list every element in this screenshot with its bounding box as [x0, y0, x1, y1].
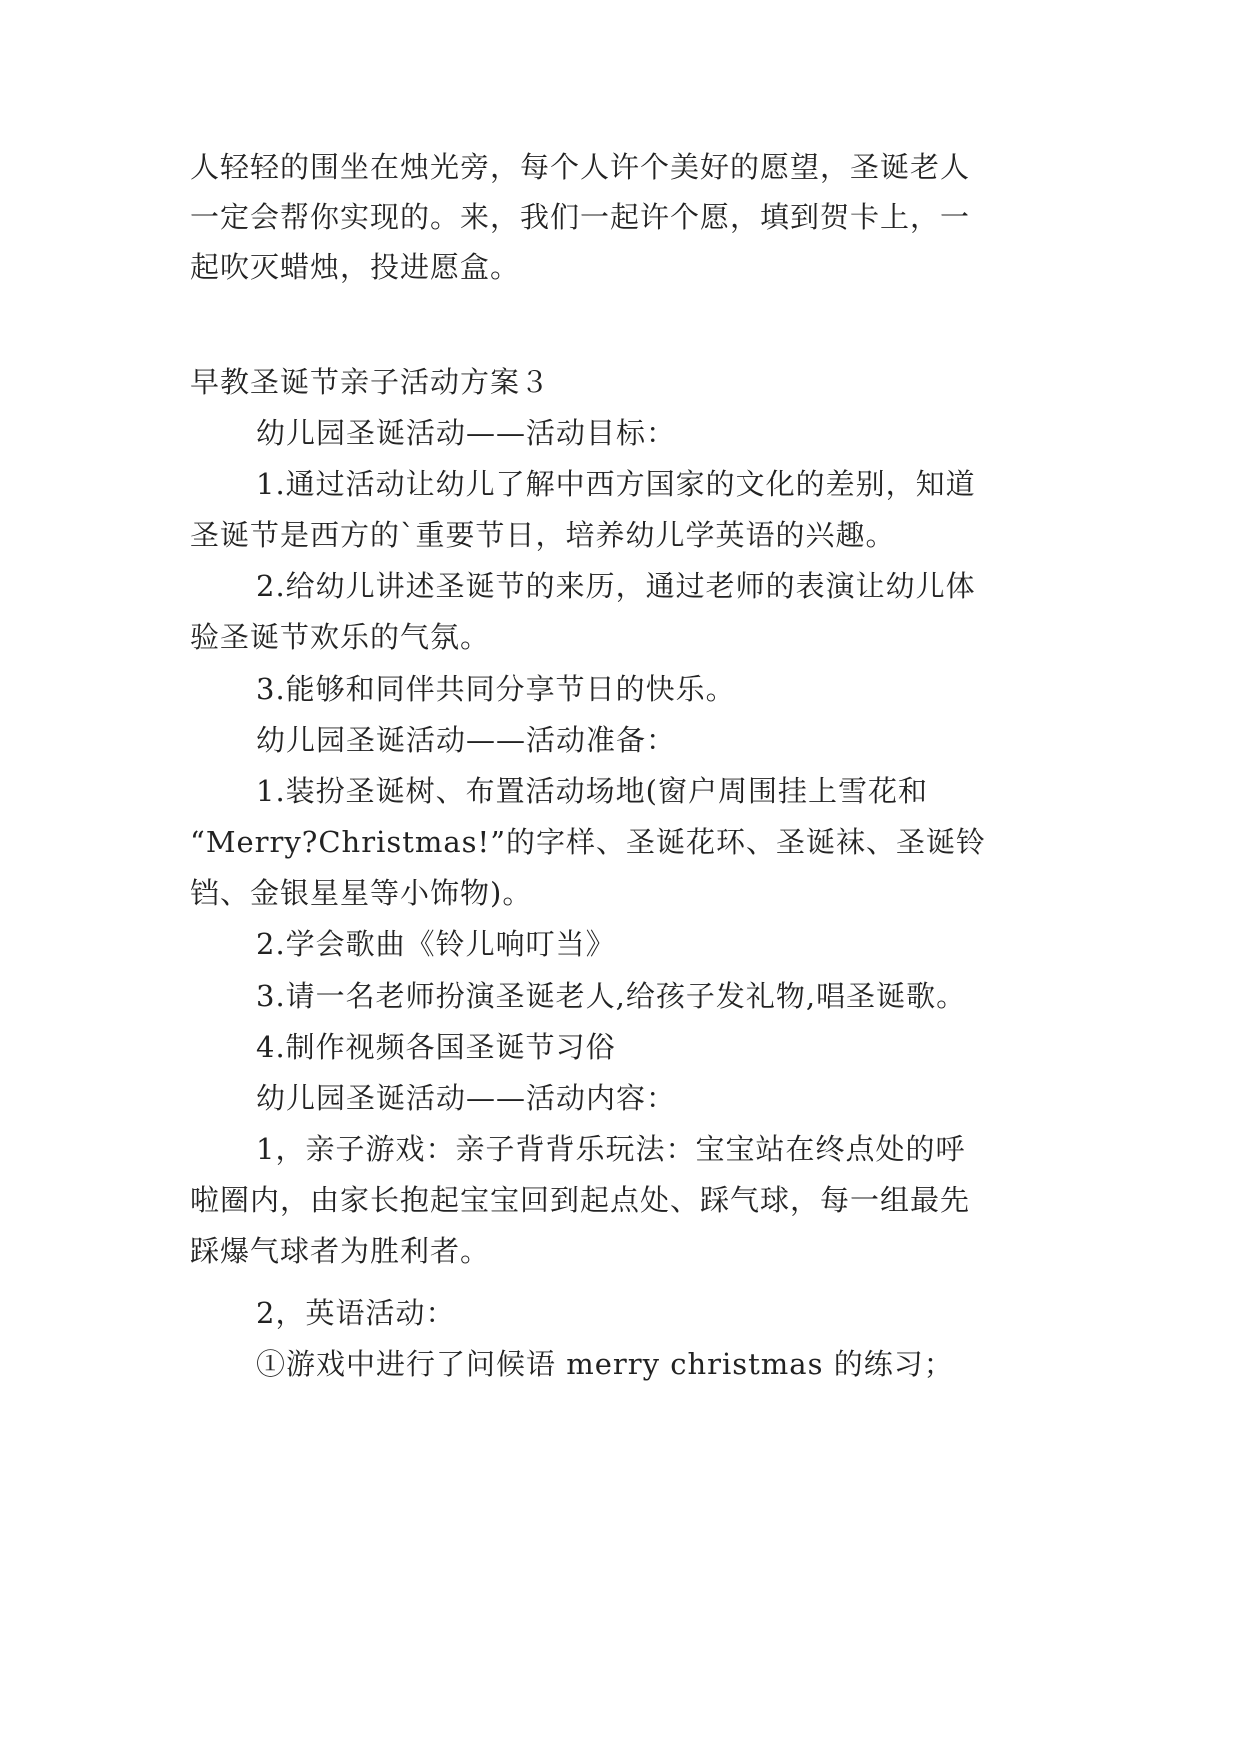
list-item: 4.制作视频各国圣诞节习俗	[256, 1030, 616, 1064]
list-item-continuation: 圣诞节是西方的`重要节日，培养幼儿学英语的兴趣。	[190, 518, 896, 552]
list-item: 1.通过活动让幼儿了解中西方国家的文化的差别，知道	[256, 467, 976, 501]
list-item: 2，英语活动：	[256, 1296, 456, 1330]
list-item: 3.请一名老师扮演圣诞老人,给孩子发礼物,唱圣诞歌。	[256, 979, 967, 1013]
section-heading: 早教圣诞节亲子活动方案３	[190, 365, 551, 399]
list-item-continuation: 踩爆气球者为胜利者。	[190, 1234, 491, 1268]
list-item-continuation: 验圣诞节欢乐的气氛。	[190, 620, 491, 654]
paragraph-line: 起吹灭蜡烛，投进愿盒。	[190, 250, 521, 284]
subsection-heading: 幼儿园圣诞活动——活动目标：	[256, 416, 677, 450]
paragraph-line: 一定会帮你实现的。来，我们一起许个愿，填到贺卡上，一	[190, 200, 971, 234]
list-item-continuation: “Merry?Christmas!”的字样、圣诞花环、圣诞袜、圣诞铃	[190, 825, 987, 859]
list-item: 1.装扮圣诞树、布置活动场地(窗户周围挂上雪花和	[256, 774, 928, 808]
list-item-continuation: 铛、金银星星等小饰物)。	[190, 876, 533, 910]
list-item: ①游戏中进行了问候语 merry christmas 的练习；	[256, 1347, 954, 1381]
list-item: 2.学会歌曲《铃儿响叮当》	[256, 927, 616, 961]
list-item: 1，亲子游戏：亲子背背乐玩法：宝宝站在终点处的呼	[256, 1132, 966, 1166]
list-item: 2.给幼儿讲述圣诞节的来历，通过老师的表演让幼儿体	[256, 569, 976, 603]
list-item-continuation: 啦圈内，由家长抱起宝宝回到起点处、踩气球，每一组最先	[190, 1183, 971, 1217]
paragraph-line: 人轻轻的围坐在烛光旁，每个人许个美好的愿望，圣诞老人	[190, 150, 971, 184]
subsection-heading: 幼儿园圣诞活动——活动内容：	[256, 1081, 677, 1115]
list-item: 3.能够和同伴共同分享节日的快乐。	[256, 672, 736, 706]
subsection-heading: 幼儿园圣诞活动——活动准备：	[256, 723, 677, 757]
